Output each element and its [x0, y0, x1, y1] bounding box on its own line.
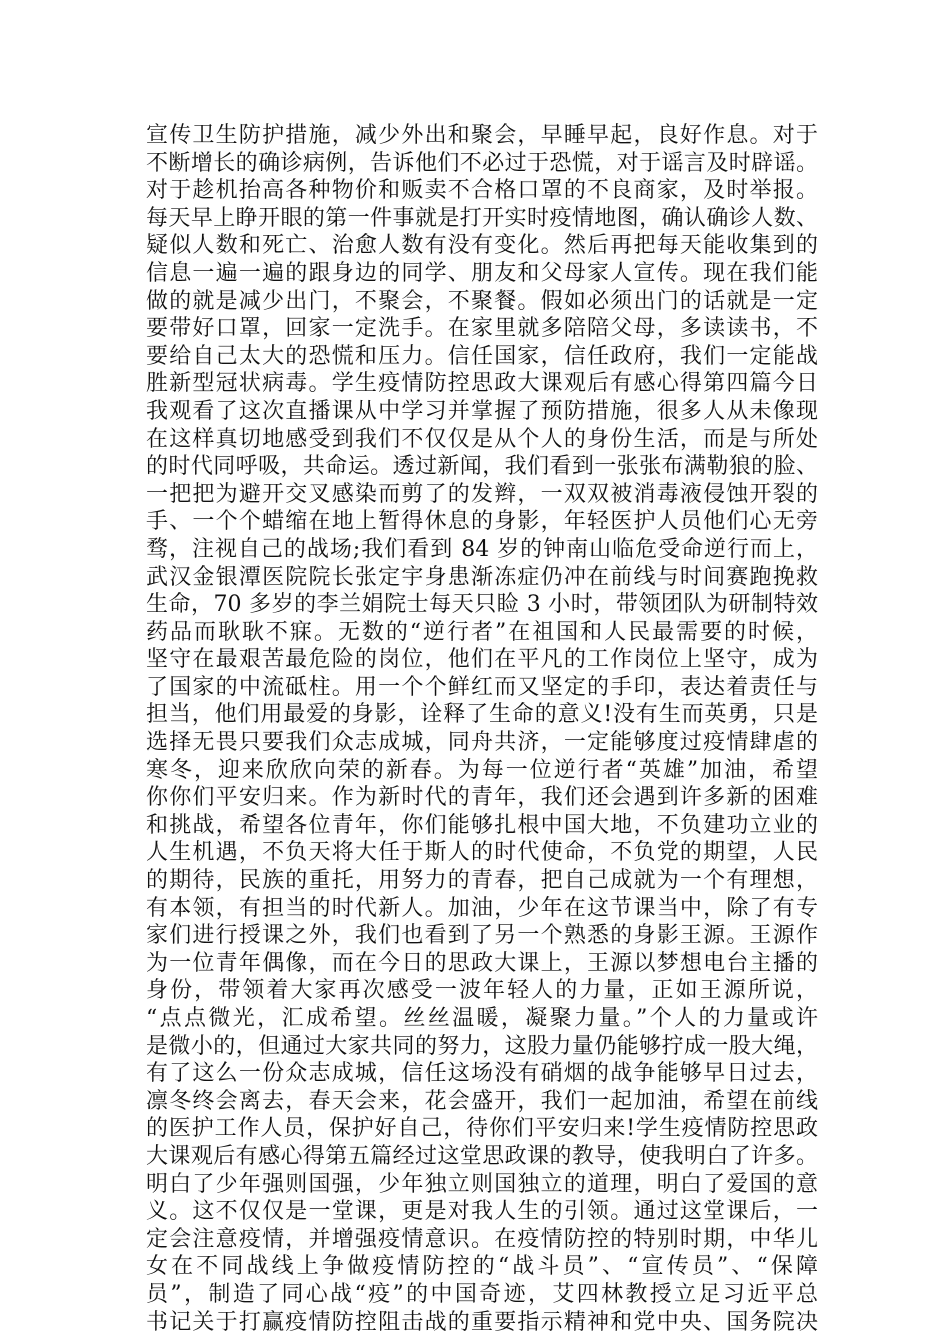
text-line: 有了这么一份众志成城，信任这场没有硝烟的战争能够早日过去， [146, 1061, 818, 1087]
text-line: 寒冬，迎来欣欣向荣的新春。为每一位逆行者“英雄”加油，希望 [146, 757, 818, 783]
text-line: 为一位青年偶像，而在今日的思政大课上，王源以梦想电台主播的 [146, 950, 818, 976]
text-line: 要带好口罩，回家一定洗手。在家里就多陪陪父母，多读读书，不 [146, 316, 818, 342]
text-line: 家们进行授课之外，我们也看到了另一个熟悉的身影王源。王源作 [146, 923, 818, 949]
text-line: 选择无畏只要我们众志成城，同舟共济，一定能够度过疫情肆虐的 [146, 730, 818, 756]
text-line: 的期待，民族的重托，用努力的青春，把自己成就为一个有理想， [146, 868, 818, 894]
text-line: 一把把为避开交叉感染而剪了的发辫，一双双被消毒液侵蚀开裂的 [146, 481, 818, 507]
text-line: 了国家的中流砥柱。用一个个鲜红而又坚定的手印，表达着责任与 [146, 674, 818, 700]
text-line: 你你们平安归来。作为新时代的青年，我们还会遇到许多新的困难 [146, 785, 818, 811]
text-line: 疑似人数和死亡、治愈人数有没有变化。然后再把每天能收集到的 [146, 233, 818, 259]
text-line: 明白了少年强则国强，少年独立则国独立的道理，明白了爱国的意 [146, 1171, 818, 1197]
text-line: 每天早上睁开眼的第一件事就是打开实时疫情地图，确认确诊人数、 [146, 205, 818, 231]
text-line: 人生机遇，不负天将大任于斯人的时代使命，不负党的期望，人民 [146, 840, 818, 866]
body-text [146, 122, 818, 1336]
text-line: 宣传卫生防护措施，减少外出和聚会，早睡早起，良好作息。对于 [146, 123, 818, 148]
text-line: 担当，他们用最爱的身影，诠释了生命的意义!没有生而英勇，只是 [146, 702, 818, 728]
text-line: 武汉金银潭医院院长张定宇身患渐冻症仍冲在前线与时间赛跑挽救 [146, 564, 818, 590]
text-line: 在这样真切地感受到我们不仅仅是从个人的身份生活，而是与所处 [146, 426, 818, 452]
text-line: 大课观后有感心得第五篇经过这堂思政课的教导，使我明白了许多。 [146, 1143, 818, 1169]
text-line: 胜新型冠状病毒。学生疫情防控思政大课观后有感心得第四篇今日 [146, 371, 818, 397]
text-line: 坚守在最艰苦最危险的岗位，他们在平凡的工作岗位上坚守，成为 [146, 647, 818, 673]
text-line: 女在不同战线上争做疫情防控的“战斗员”、“宣传员”、“保障 [146, 1254, 818, 1280]
text-line: 骛，注视自己的战场;我们看到 84 岁的钟南山临危受命逆行而上， [146, 536, 818, 562]
text-line: 书记关于打赢疫情防控阻击战的重要指示精神和党中央、国务院决 [146, 1309, 818, 1335]
text-line: 不断增长的确诊病例，告诉他们不必过于恐慌，对于谣言及时辟谣。 [146, 150, 818, 176]
text-line: 对于趁机抬高各种物价和贩卖不合格口罩的不良商家，及时举报。 [146, 178, 818, 204]
text-line: 的时代同呼吸，共命运。透过新闻，我们看到一张张布满勒狼的脸、 [146, 454, 818, 480]
text-line: 是微小的，但通过大家共同的努力，这股力量仍能够拧成一股大绳， [146, 1033, 818, 1059]
text-line: 信息一遍一遍的跟身边的同学、朋友和父母家人宣传。现在我们能 [146, 260, 818, 286]
text-line: 凛冬终会离去，春天会来，花会盛开，我们一起加油，希望在前线 [146, 1088, 818, 1114]
text-line: 我观看了这次直播课从中学习并掌握了预防措施，很多人从未像现 [146, 398, 818, 424]
text-line: 要给自己太大的恐慌和压力。信任国家，信任政府，我们一定能战 [146, 343, 818, 369]
text-line: 药品而耿耿不寐。无数的“逆行者”在祖国和人民最需要的时候， [146, 619, 818, 645]
text-line: 的医护工作人员，保护好自己，待你们平安归来!学生疫情防控思政 [146, 1116, 818, 1142]
text-line: 有本领，有担当的时代新人。加油，少年在这节课当中，除了有专 [146, 895, 818, 921]
text-line: 手、一个个蜡缩在地上暂得休息的身影，年轻医护人员他们心无旁 [146, 509, 818, 535]
text-line: 和挑战，希望各位青年，你们能够扎根中国大地，不负建功立业的 [146, 812, 818, 838]
text-line: 定会注意疫情，并增强疫情意识。在疫情防控的特别时期，中华儿 [146, 1226, 818, 1252]
text-line: 生命，70 多岁的李兰娟院士每天只睑 3 小时，带领团队为研制特效 [146, 592, 818, 618]
text-line: 身份，带领着大家再次感受一波年轻人的力量，正如王源所说， [146, 978, 818, 1004]
text-line: 员”，制造了同心战“疫”的中国奇迹，艾四林教授立足习近平总 [146, 1281, 818, 1307]
text-line: 做的就是减少出门，不聚会，不聚餐。假如必须出门的话就是一定 [146, 288, 818, 314]
text-line: “点点微光，汇成希望。丝丝温暖，凝聚力量。”个人的力量或许 [146, 1006, 818, 1031]
text-line: 义。这不仅仅是一堂课，更是对我人生的引领。通过这堂课后，一 [146, 1199, 818, 1225]
